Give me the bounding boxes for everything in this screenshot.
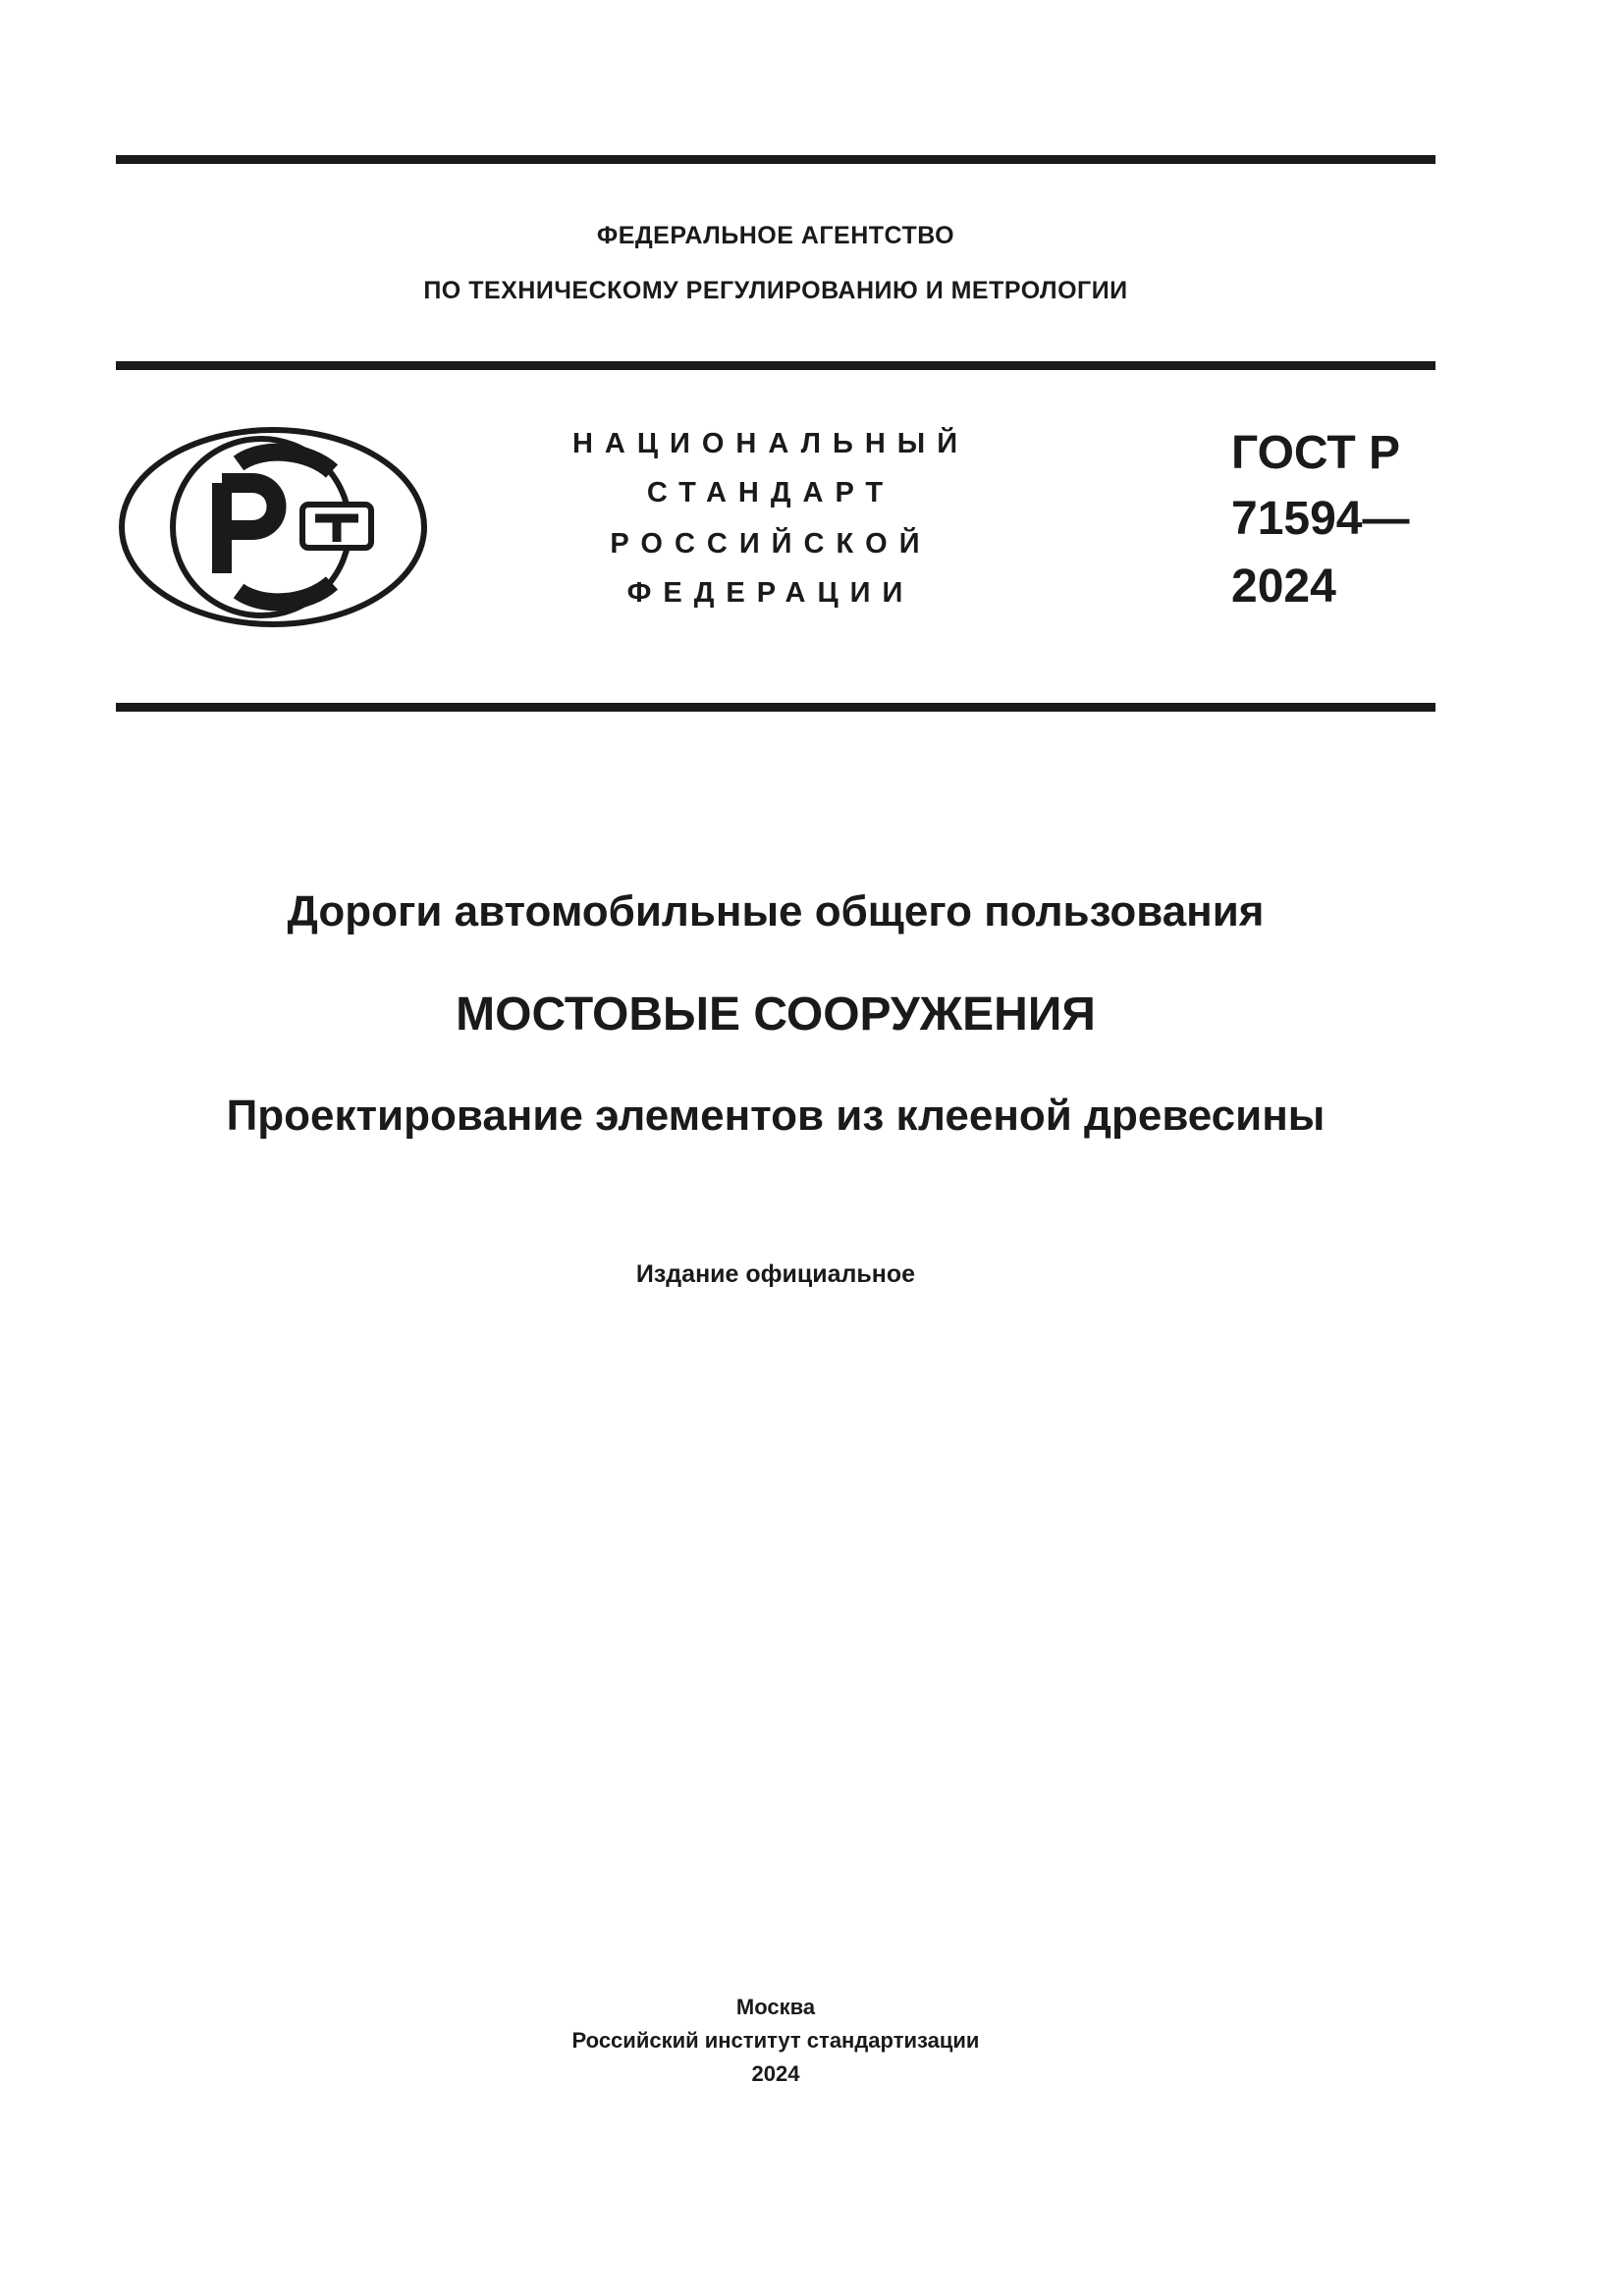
document-title-main: МОСТОВЫЕ СООРУЖЕНИЯ: [456, 988, 1096, 1041]
document-title-subject: Проектирование элементов из клееной древесины: [226, 1092, 1326, 1140]
agency-name-line-1: ФЕДЕРАЛЬНОЕ АГЕНТСТВО: [596, 222, 955, 249]
standard-code-line-1: ГОСТ Р: [1231, 427, 1401, 479]
edition-label: Издание официальное: [635, 1260, 916, 1288]
standard-type-line-3: РОССИЙСКОЙ: [610, 528, 932, 560]
rst-logo-icon: [116, 424, 430, 630]
header-bottom-rule: [116, 703, 1435, 712]
imprint-year: 2024: [751, 2061, 800, 2086]
top-rule: [116, 155, 1435, 164]
document-title-general: Дороги автомобильные общего пользования: [287, 887, 1265, 935]
standard-type-line-2: СТАНДАРТ: [646, 477, 895, 508]
imprint-publisher: Российский институт стандартизации: [571, 2028, 980, 2053]
standard-code-line-3: 2024: [1231, 561, 1336, 613]
standard-type-line-4: ФЕДЕРАЦИИ: [626, 577, 915, 609]
standard-type-line-1: НАЦИОНАЛЬНЫЙ: [571, 428, 970, 459]
imprint-city: Москва: [735, 1995, 816, 2019]
header-divider-rule: [116, 361, 1435, 370]
standard-code-line-2: 71594—: [1231, 493, 1410, 545]
agency-name-line-2: ПО ТЕХНИЧЕСКОМУ РЕГУЛИРОВАНИЮ И МЕТРОЛОГИИ: [423, 277, 1128, 304]
